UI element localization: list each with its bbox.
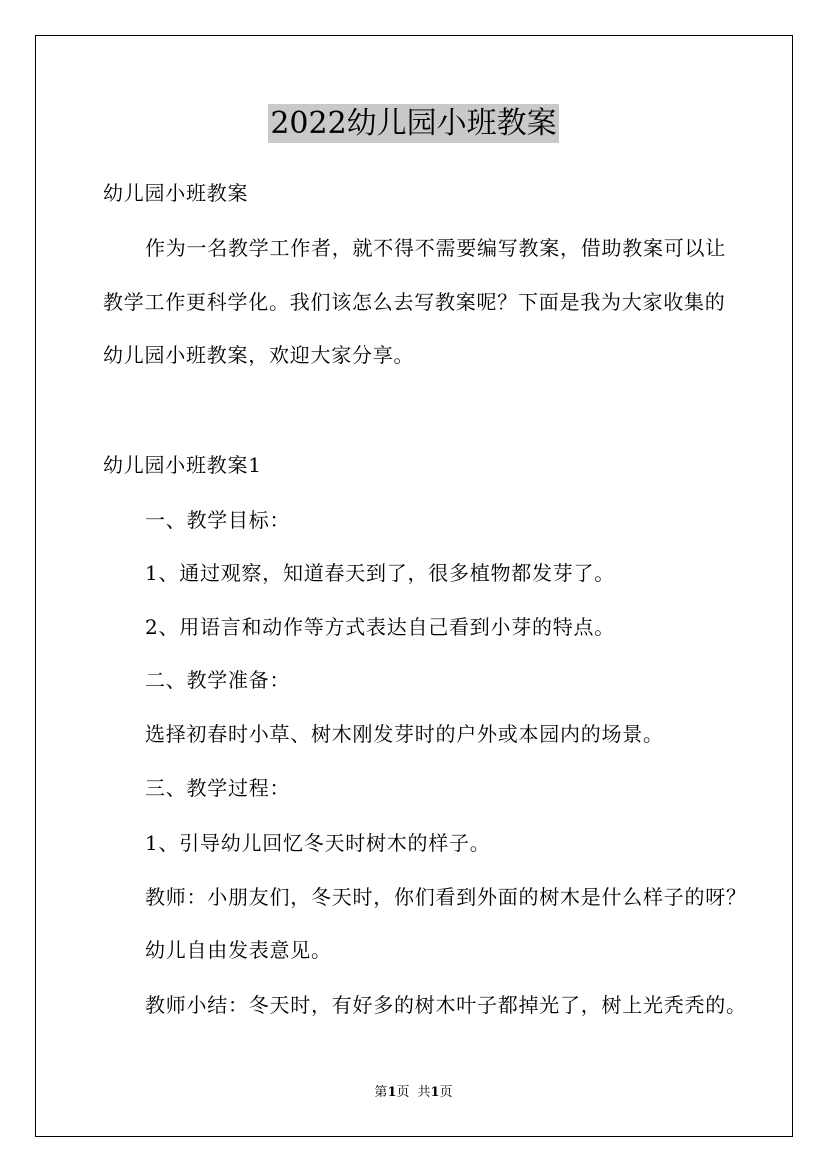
section-line: 1、通过观察，知道春天到了，很多植物都发芽了。 — [145, 561, 615, 585]
section-heading: 幼儿园小班教案1 — [103, 453, 262, 477]
section-line: 选择初春时小草、树木刚发芽时的户外或本园内的场景。 — [145, 722, 664, 746]
total-suffix: 页 — [439, 1085, 453, 1100]
total-prefix: 共 — [417, 1085, 431, 1100]
section-line: 三、教学过程： — [145, 776, 291, 800]
document-title: 2022幼儿园小班教案 — [270, 106, 557, 141]
intro-line: 作为一名教学工作者，就不得不需要编写教案，借助教案可以让 — [145, 236, 726, 260]
section-line: 2、用语言和动作等方式表达自己看到小芽的特点。 — [145, 615, 615, 639]
page-footer — [0, 1084, 827, 1102]
section-line: 教师小结：冬天时，有好多的树木叶子都掉光了，树上光秃秃的。 — [145, 993, 747, 1017]
intro-line: 教学工作更科学化。我们该怎么去写教案呢？下面是我为大家收集的 — [103, 290, 726, 314]
page-prefix: 第 — [374, 1085, 388, 1100]
section-line: 一、教学目标： — [145, 508, 291, 532]
document-subtitle: 幼儿园小班教案 — [103, 181, 249, 205]
section-line: 幼儿自由发表意见。 — [145, 938, 332, 962]
intro-line: 幼儿园小班教案，欢迎大家分享。 — [103, 343, 415, 367]
section-line: 1、引导幼儿回忆冬天时树木的样子。 — [145, 831, 491, 855]
section-line: 教师：小朋友们，冬天时，你们看到外面的树木是什么样子的呀？ — [145, 885, 747, 909]
page-suffix: 页 — [396, 1085, 410, 1100]
page-total: 1 — [430, 1085, 440, 1100]
document-title-container — [0, 104, 827, 143]
page-current: 1 — [387, 1085, 397, 1100]
section-line: 二、教学准备： — [145, 668, 291, 692]
